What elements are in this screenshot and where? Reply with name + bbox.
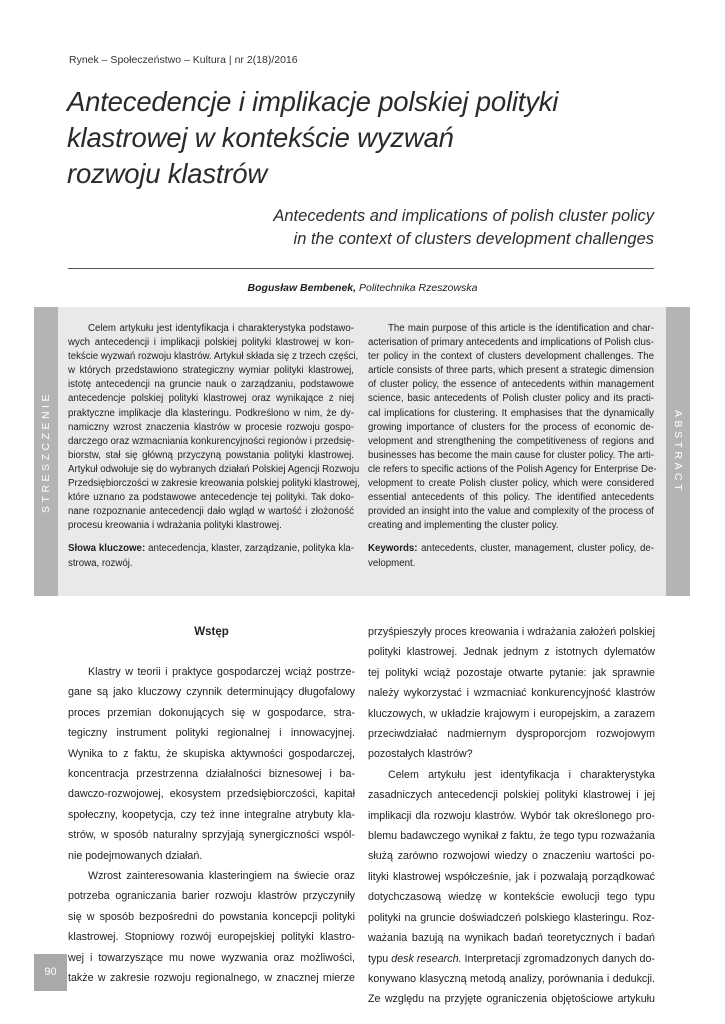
abstract-line: Artykuł odwołuje się do wybranych działań Polskiej Agencji Rozwoju [68,463,360,475]
body-line [368,949,655,969]
abstract-line: darczego oraz wzmacniania konkurencyjności regionów i przedsię- [68,435,355,447]
body-line: zasadniczych antecedencji polskiej polityki klastrowej i jej [368,789,655,802]
abstract-line: cal implications for clustering. It emphasises that the dynamically [368,407,654,419]
author-name: Bogusław Bembenek, [247,282,357,294]
subtitle-line: Antecedents and implications of polish cluster policy [273,207,654,225]
abstract-line: essential antecedents of this policy. The identified antecedents [368,492,654,504]
abstract-line: namiczny wzrost znaczenia klastrów w procesie rozwoju gospo- [68,421,354,433]
keywords-en [368,542,654,556]
abstract-line: wych antecedencji i implikacji polskiej polityki klastrowej w kon- [68,337,354,349]
body-line: Klastry w teorii i praktyce gospodarczej wciąż postrze- [88,666,355,678]
body-line: tegiczny instrument polityki regionalnej i innowacyjnej. [68,727,355,740]
abstract-line: procesu kreowania i wdrażania polityki klastrowej. [68,520,282,532]
abstract-pl-side-band [34,307,58,596]
title-line: rozwoju klastrów [67,158,268,189]
body-line: potrzeba ograniczania barier rozwoju klastrów przyczyniły [68,890,355,903]
abstract-line: The main purpose of this article is the identification and char- [388,323,654,334]
abstract-en-label: ABSTRACT [672,409,684,494]
page-number: 90 [44,966,57,978]
abstract-line: science, basic antecedents of Polish cluster policy and its practi- [368,393,654,405]
abstract-line: provided an insight into the value and complexity of the process of [368,506,654,518]
title-line: Antecedencje i implikacje polskiej polityki [67,86,559,117]
paragraph [368,622,655,765]
abstract-line: antecedencje polskiej polityki klastrowej oraz wynikające z niej [68,393,354,405]
abstract-line: article consists of three parts, which present a strategic dimension [368,365,654,377]
body-line: polityki na gruncie doświadczeń polskiego klasteringu. Roz- [368,911,655,924]
abstract-line: praktyczne implikacje dla klasteringu. Podkreślono w nim, że dy- [68,407,354,419]
abstract-pl-label: STRESZCZENIE [40,390,52,513]
body-line: przyśpieszyły proces kreowania i wdrażania założeń polskiej [368,626,655,638]
author-affiliation: Politechnika Rzeszowska [356,282,478,294]
abstract-line: które uznano za podstawowe antecedencje tej polityki. Tak doko- [68,492,354,504]
body-line: pozostałych klastrów? [368,748,473,761]
abstract-line: of cluster policy, the essence of antecedents within management [368,379,654,391]
abstract-line: w których przedstawiono strategiczny wymiar polityki klastrowej, [68,365,354,377]
body-line: lityki klastrowej współcześnie, jak i pozwalają porządkować [368,870,655,883]
body-line: także w zakresie rozwoju regionalnego, w znacznej mierze [68,972,355,985]
abstract-pl-text [68,322,360,533]
paragraph-cont [368,969,655,1010]
body-line: Wynika to z faktu, że skupiska aktywności gospodarczej, [68,747,355,760]
body-line: ważania bazują na wynikach badań teoretycznych i badań [368,932,655,945]
body-line: tej polityki wciąż pozostaje otwarte pytanie: jak sprawnie [368,666,655,679]
body-line: dotychczasową wiedzę w kontekście ewolucji tego typu [368,891,655,904]
abstract-line: Celem artykułu jest identyfikacja i charakterystyka podstawo- [88,323,354,334]
emphasis: desk research. [391,952,462,965]
abstract-pl [68,322,360,571]
keywords-en-cont: velopment. [368,557,416,569]
body-line: się w sposób bezpośredni do powstania koncepcji polityki [68,910,355,923]
abstract-line: biorstw, stał się główną przyczyną powstania polityki klastrowej. [68,449,354,461]
abstract-line: businesses has become the main cause for cluster policy. The arti- [368,449,654,461]
keywords-en-label: Keywords: [368,543,418,555]
abstract-line: tekście wyzwań rozwoju klastrów. Artykuł składa się z trzech części, [68,351,359,363]
body-line: blemu badawczego wynikał z faktu, że tego typu rozważania [368,830,655,843]
abstract-line: creating and implementing the cluster policy. [368,520,559,532]
body-line: przeciwdziałać nadmiernym dysproporcjom rozwojowym [368,728,655,741]
body-line: wej i towarzyszące mu nowe wyzwania oraz możliwości, [68,951,355,964]
abstract-line: nane rozpoznanie antecedencji dało wgląd w wartość i złożoność [68,506,354,518]
article-title [67,84,667,192]
keywords-pl [68,542,354,556]
body-line: służą zarówno rozwojowi wiedzy o znaczeniu wartości po- [368,850,655,863]
keywords-pl-label: Słowa kluczowe: [68,543,146,555]
author-line [0,282,725,294]
body-line: gane są jako kluczowy czynnik determinujący długofalowy [68,686,355,699]
abstract-line: istotę antecedencji na gruncie nauk o zarządzaniu, podstawowe [68,379,354,391]
abstract-line: velopment and strengthening the competitiveness of regions and [368,435,654,447]
abstract-line: acterisation of primary antecedents and implications of Polish clus- [368,337,654,349]
body-line: strów, w sposób naturalny sprzyjają synergiczności wspól- [68,829,355,842]
text-span: typu [368,952,392,965]
abstract-line: cle refers to specific actions of the Polish Agency for Enterprise De- [368,463,657,475]
body-line: implikacji dla rozwoju klastrów. Wybór tak określonego pro- [368,809,655,822]
journal-header: Rynek – Społeczeństwo – Kultura | nr 2(18)/2016 [69,54,298,66]
body-column-left [68,622,355,989]
body-line: proces przemian dokonujących się w gospodarce, stra- [68,706,355,719]
paragraph [68,662,355,866]
abstract-en-side-band [666,307,690,596]
abstract-en-text [368,322,657,533]
body-line: dawczo-rozwojowej, ekosystem przedsiębiorczości, kapitał [68,788,355,801]
page-number-box [34,954,67,991]
abstract-line: growing importance of clusters for the process of economic de- [368,421,654,433]
body-line: społeczny, koopetycja, czy też inne integralne atrybuty kla- [68,808,355,821]
body-line: polityki klastrowej. Jednak jednym z istotnych dylematów [368,646,655,659]
body-line: kluczowych, w układzie krajowym i europejskim, a zarazem [368,707,655,720]
article-subtitle [94,205,654,251]
abstract-line: ter policy in the context of clusters development challenges. The [368,351,654,363]
abstract-line: Przedsiębiorczości w zakresie kreowania polskiej polityki klastrowej, [68,478,360,490]
paragraph [368,765,655,949]
body-line: Celem artykułu jest identyfikacja i charakterystyka [388,768,655,781]
body-line: należy wykorzystać i wzmacniać konkurencyjność klastrów [368,687,655,700]
abstract-en [368,322,657,571]
subtitle-line: in the context of clusters development challenges [293,230,654,248]
divider [68,268,654,269]
section-title: Wstęp [194,626,229,638]
body-line: konywano klasyczną metodą analizy, porównania i dedukcji. [368,972,655,985]
body-line: nie podejmowanych działań. [68,849,203,862]
keywords-en-values: antecedents, cluster, management, cluster policy, de- [417,543,654,555]
title-line: klastrowej w kontekście wyzwań [67,122,454,153]
paragraph [68,866,355,988]
abstract-line: velopment to create Polish cluster policy, which were considered [368,478,654,490]
body-line: Ze względu na przyjęte ograniczenia objętościowe artykułu [368,993,655,1006]
body-column-right [368,622,655,1010]
keywords-pl-cont: strowa, rozwój. [68,557,133,569]
body-line: klastrowej. Stopniowy rozwój europejskiej polityki klastro- [68,931,355,944]
body-line: koncentracja przestrzenna działalności biznesowej i ba- [68,768,355,781]
keywords-pl-values: antecedencja, klaster, zarządzanie, polityka kla- [145,543,355,555]
text-span: Interpretacji zgromadzonych danych do- [461,952,655,965]
body-line: Wzrost zainteresowania klasteringiem na świecie oraz [88,870,355,883]
